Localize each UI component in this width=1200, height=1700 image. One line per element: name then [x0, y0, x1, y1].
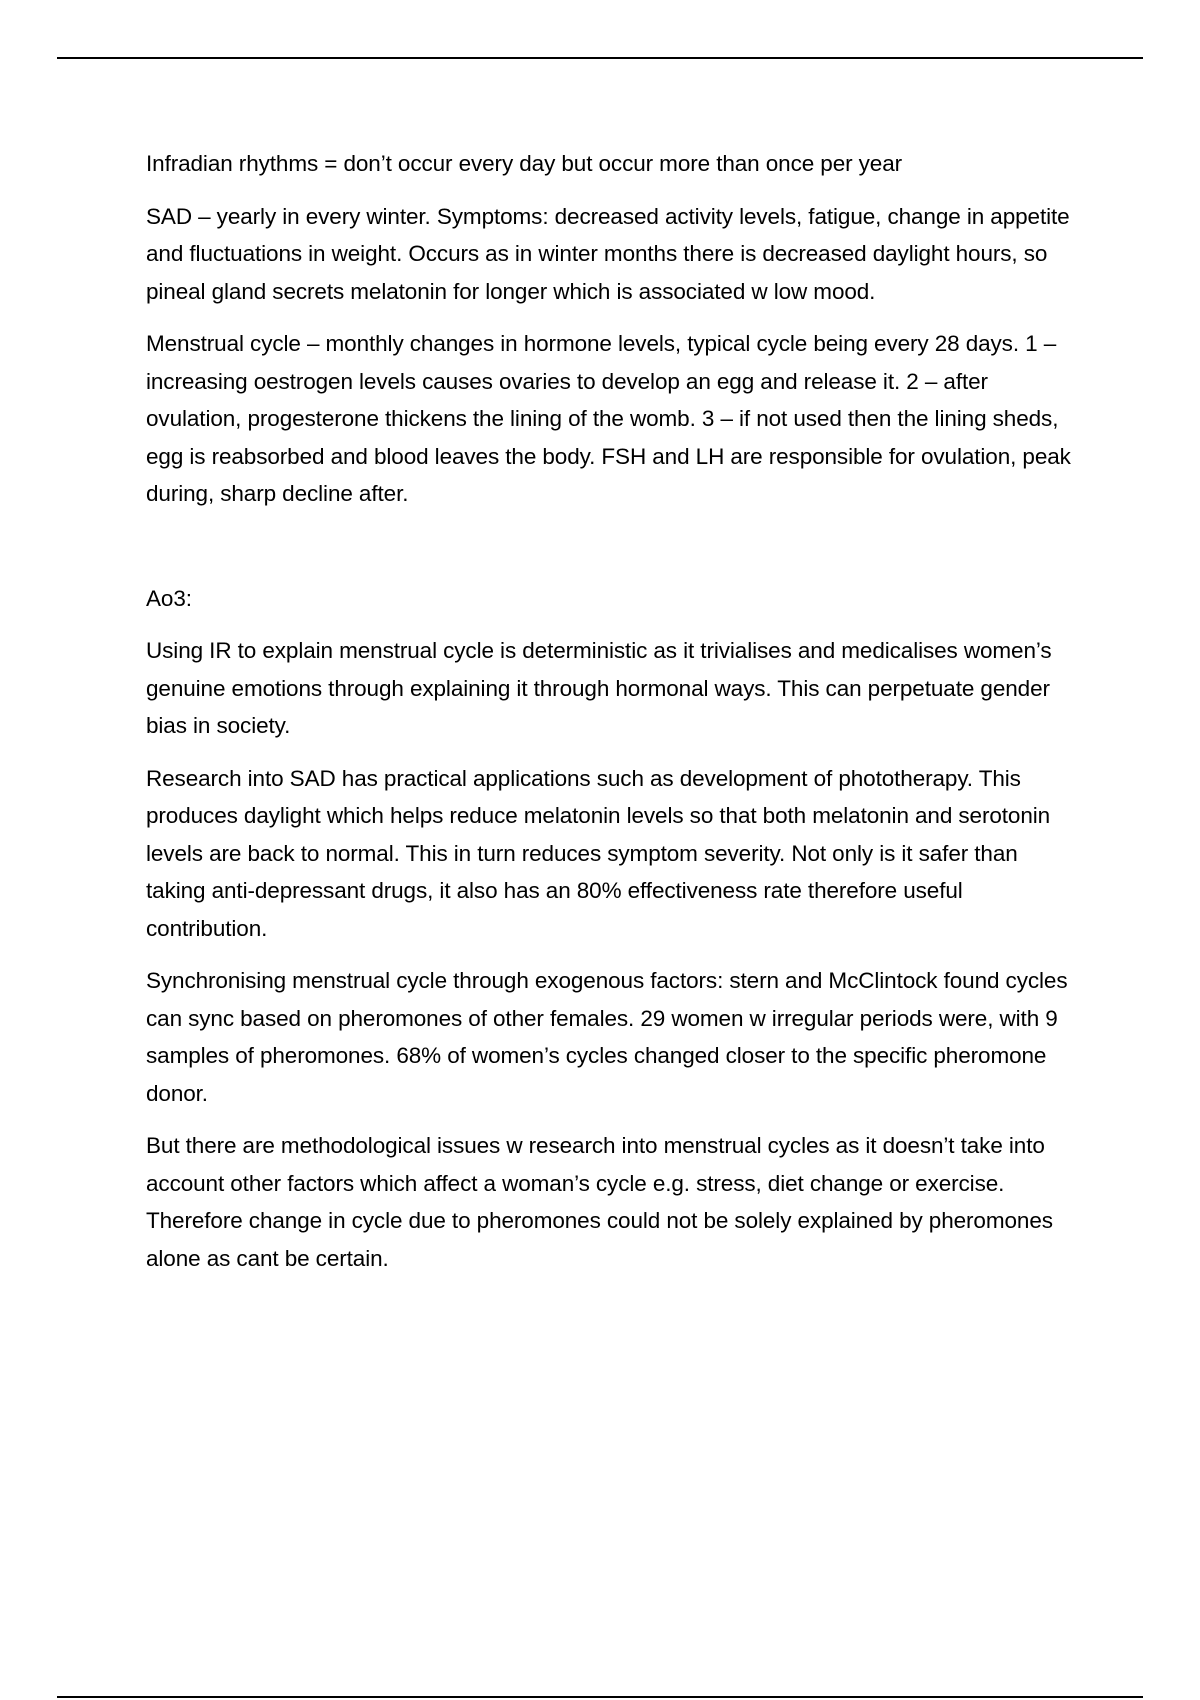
- paragraph-phototherapy: Research into SAD has practical applications such as development of phototherapy. This produces daylight which helps reduce melatonin levels so that both melatonin and serotonin levels are back to normal. This in turn reduces symptom severity. Not only is it safer than taking anti-depressant drugs, it also has an 80% effectiveness rate therefore useful contribution.: [146, 765, 1051, 941]
- footer-rule: [57, 1696, 1143, 1698]
- paragraph-synchronisation: Synchronising menstrual cycle through exogenous factors: stern and McClintock found cycles can sync based on pheromones of other females. 29 women w irregular periods were, with 9 samples of pheromones. 68% of women’s cycles changed closer to the specific pheromone donor.: [146, 968, 1068, 1106]
- paragraph-determinism: Using IR to explain menstrual cycle is deterministic as it trivialises and medicalises women’s genuine emotions through explaining it through hormonal ways. This can perpetuate gender bias in society.: [146, 638, 1052, 738]
- section-heading-ao3: Ao3:: [146, 585, 192, 611]
- paragraph-infradian-definition: Infradian rhythms = don’t occur every day but occur more than once per year: [146, 151, 903, 176]
- document-body: [146, 145, 1076, 1292]
- header-rule: [57, 57, 1143, 59]
- paragraph-sad: SAD – yearly in every winter. Symptoms: decreased activity levels, fatigue, change in appetite and fluctuations in weight. Occurs as in winter months there is decreased daylight hours, so pineal gland secrets melatonin for longer which is associated w low mood.: [146, 203, 1070, 304]
- paragraph-menstrual-cycle: Menstrual cycle – monthly changes in hormone levels, typical cycle being every 28 days. 1 – increasing oestrogen levels causes ovaries to develop an egg and release it. 2 – after ovulation, progesterone thickens the lining of the womb. 3 – if not used then the lining sheds, egg is reabsorbed and blood leaves the body. FSH and LH are responsible for ovulation, peak during, sharp decline after.: [146, 331, 1071, 506]
- paragraph-methodological-issues: But there are methodological issues w research into menstrual cycles as it doesn’t take into account other factors which affect a woman’s cycle e.g. stress, diet change or exercise. Therefore change in cycle due to pheromones could not be solely explained by pheromones alone as cant be certain.: [146, 1133, 1053, 1271]
